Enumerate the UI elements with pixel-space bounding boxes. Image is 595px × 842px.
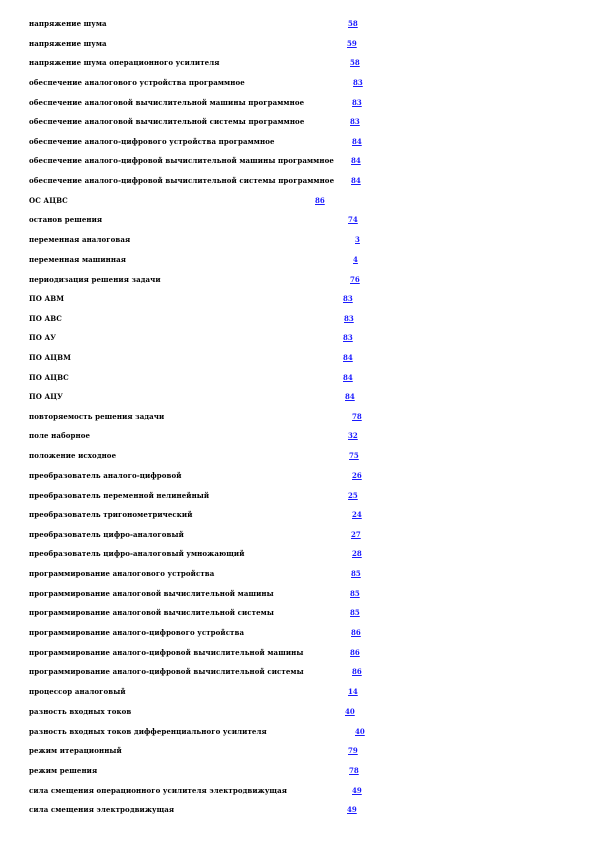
index-term: преобразователь переменной нелинейный (29, 491, 210, 500)
page-link[interactable]: 86 (352, 667, 362, 676)
index-entry (29, 56, 569, 70)
page-link[interactable]: 58 (348, 19, 358, 28)
index-entry (29, 292, 569, 306)
index-term: обеспечение аналого-цифрового устройства программное (29, 137, 275, 146)
index-term: программирование аналоговой вычислительной машины (29, 589, 274, 598)
index-term: режим решения (29, 766, 98, 775)
page-link[interactable]: 83 (353, 78, 363, 87)
index-entry (29, 174, 569, 188)
index-term: периодизация решения задачи (29, 275, 161, 284)
page-link[interactable]: 49 (352, 786, 362, 795)
index-term: сила смещения электродвижущая (29, 805, 175, 814)
page-link[interactable]: 84 (343, 373, 353, 382)
page-link[interactable]: 40 (345, 707, 355, 716)
index-term: ПО АЦУ (29, 392, 63, 401)
page-link[interactable]: 24 (352, 510, 362, 519)
index-term: разность входных токов (29, 707, 132, 716)
page-link[interactable]: 84 (343, 353, 353, 362)
index-term: преобразователь аналого-цифровой (29, 471, 182, 480)
index-entry (29, 567, 569, 581)
index-entry (29, 312, 569, 326)
index-term: сила смещения операционного усилителя электродвижущая (29, 786, 287, 795)
page-link[interactable]: 58 (350, 58, 360, 67)
index-entry (29, 273, 569, 287)
index-entry (29, 351, 569, 365)
index-term: напряжение шума (29, 39, 107, 48)
page-link[interactable]: 83 (350, 117, 360, 126)
page-link[interactable]: 84 (351, 176, 361, 185)
index-term: программирование аналогового устройства (29, 569, 215, 578)
page-link[interactable]: 78 (349, 766, 359, 775)
index-term: повторяемость решения задачи (29, 412, 165, 421)
page-link[interactable]: 86 (350, 648, 360, 657)
index-term: преобразователь цифро-аналоговый умножающий (29, 549, 245, 558)
page-link[interactable]: 83 (343, 294, 353, 303)
index-entry (29, 96, 569, 110)
index-entry (29, 76, 569, 90)
index-entry (29, 410, 569, 424)
page-link[interactable]: 75 (349, 451, 359, 460)
page-link[interactable]: 49 (347, 805, 357, 814)
index-entry (29, 489, 569, 503)
page-link[interactable]: 84 (352, 137, 362, 146)
index-entry (29, 449, 569, 463)
index-entry (29, 390, 569, 404)
index-term: программирование аналого-цифровой вычислительной системы (29, 667, 304, 676)
index-term: напряжение шума (29, 19, 107, 28)
index-entry (29, 725, 569, 739)
index-entry (29, 528, 569, 542)
index-term: обеспечение аналого-цифровой вычислительной системы программное (29, 176, 335, 185)
index-term: ПО АЦВС (29, 373, 69, 382)
index-entry (29, 331, 569, 345)
page-link[interactable]: 4 (353, 255, 358, 264)
page-link[interactable]: 26 (352, 471, 362, 480)
index-term: переменная машинная (29, 255, 127, 264)
index-entry (29, 154, 569, 168)
page-link[interactable]: 79 (348, 746, 358, 755)
index-entry (29, 194, 569, 208)
index-term: переменная аналоговая (29, 235, 131, 244)
index-entry (29, 233, 569, 247)
index-term: ПО АУ (29, 333, 57, 342)
index-entry (29, 135, 569, 149)
index-entry (29, 508, 569, 522)
page-link[interactable]: 3 (355, 235, 360, 244)
index-term: поле наборное (29, 431, 91, 440)
page-link[interactable]: 83 (352, 98, 362, 107)
index-term: режим итерационный (29, 746, 122, 755)
index-term: обеспечение аналогового устройства программное (29, 78, 245, 87)
page-link[interactable]: 84 (351, 156, 361, 165)
index-term: преобразователь тригонометрический (29, 510, 193, 519)
page-link[interactable]: 85 (351, 569, 361, 578)
page-link[interactable]: 76 (350, 275, 360, 284)
page-link[interactable]: 78 (352, 412, 362, 421)
index-entry (29, 17, 569, 31)
index-term: ПО АВС (29, 314, 62, 323)
page-link[interactable]: 74 (348, 215, 358, 224)
index-term: останов решения (29, 215, 103, 224)
page-link[interactable]: 83 (343, 333, 353, 342)
index-term: обеспечение аналоговой вычислительной системы программное (29, 117, 305, 126)
index-term: обеспечение аналого-цифровой вычислительной машины программное (29, 156, 334, 165)
page-link[interactable]: 14 (348, 687, 358, 696)
index-term: ПО АЦВМ (29, 353, 71, 362)
page-link[interactable]: 27 (351, 530, 361, 539)
index-entry (29, 803, 569, 817)
page-link[interactable]: 59 (347, 39, 357, 48)
page-link[interactable]: 85 (350, 608, 360, 617)
page-link[interactable]: 85 (350, 589, 360, 598)
index-entry (29, 253, 569, 267)
page-link[interactable]: 86 (351, 628, 361, 637)
index-entry (29, 606, 569, 620)
page-link[interactable]: 83 (344, 314, 354, 323)
page-link[interactable]: 32 (348, 431, 358, 440)
index-entry (29, 685, 569, 699)
page-link[interactable]: 28 (352, 549, 362, 558)
index-entry (29, 37, 569, 51)
index-term: напряжение шума операционного усилителя (29, 58, 220, 67)
page-link[interactable]: 25 (348, 491, 358, 500)
index-term: программирование аналоговой вычислительной системы (29, 608, 274, 617)
index-term: обеспечение аналоговой вычислительной машины программное (29, 98, 305, 107)
index-entry (29, 744, 569, 758)
index-entry (29, 547, 569, 561)
index-entry (29, 665, 569, 679)
index-term: ПО АВМ (29, 294, 65, 303)
index-term: преобразователь цифро-аналоговый (29, 530, 184, 539)
index-term: положение исходное (29, 451, 117, 460)
index-entry (29, 626, 569, 640)
index-entry (29, 705, 569, 719)
index-entry (29, 784, 569, 798)
page-link[interactable]: 40 (355, 727, 365, 736)
index-entry (29, 429, 569, 443)
index-entry (29, 764, 569, 778)
index-entry (29, 587, 569, 601)
index-entry (29, 115, 569, 129)
index-entry (29, 646, 569, 660)
index-term: ОС АЦВС (29, 196, 68, 205)
index-entry (29, 371, 569, 385)
index-term: программирование аналого-цифрового устройства (29, 628, 245, 637)
page-link[interactable]: 86 (315, 196, 325, 205)
index-term: разность входных токов дифференциального усилителя (29, 727, 267, 736)
index-term: процессор аналоговый (29, 687, 126, 696)
page-link[interactable]: 84 (345, 392, 355, 401)
index-term: программирование аналого-цифровой вычислительной машины (29, 648, 304, 657)
index-entry (29, 213, 569, 227)
index-entry (29, 469, 569, 483)
